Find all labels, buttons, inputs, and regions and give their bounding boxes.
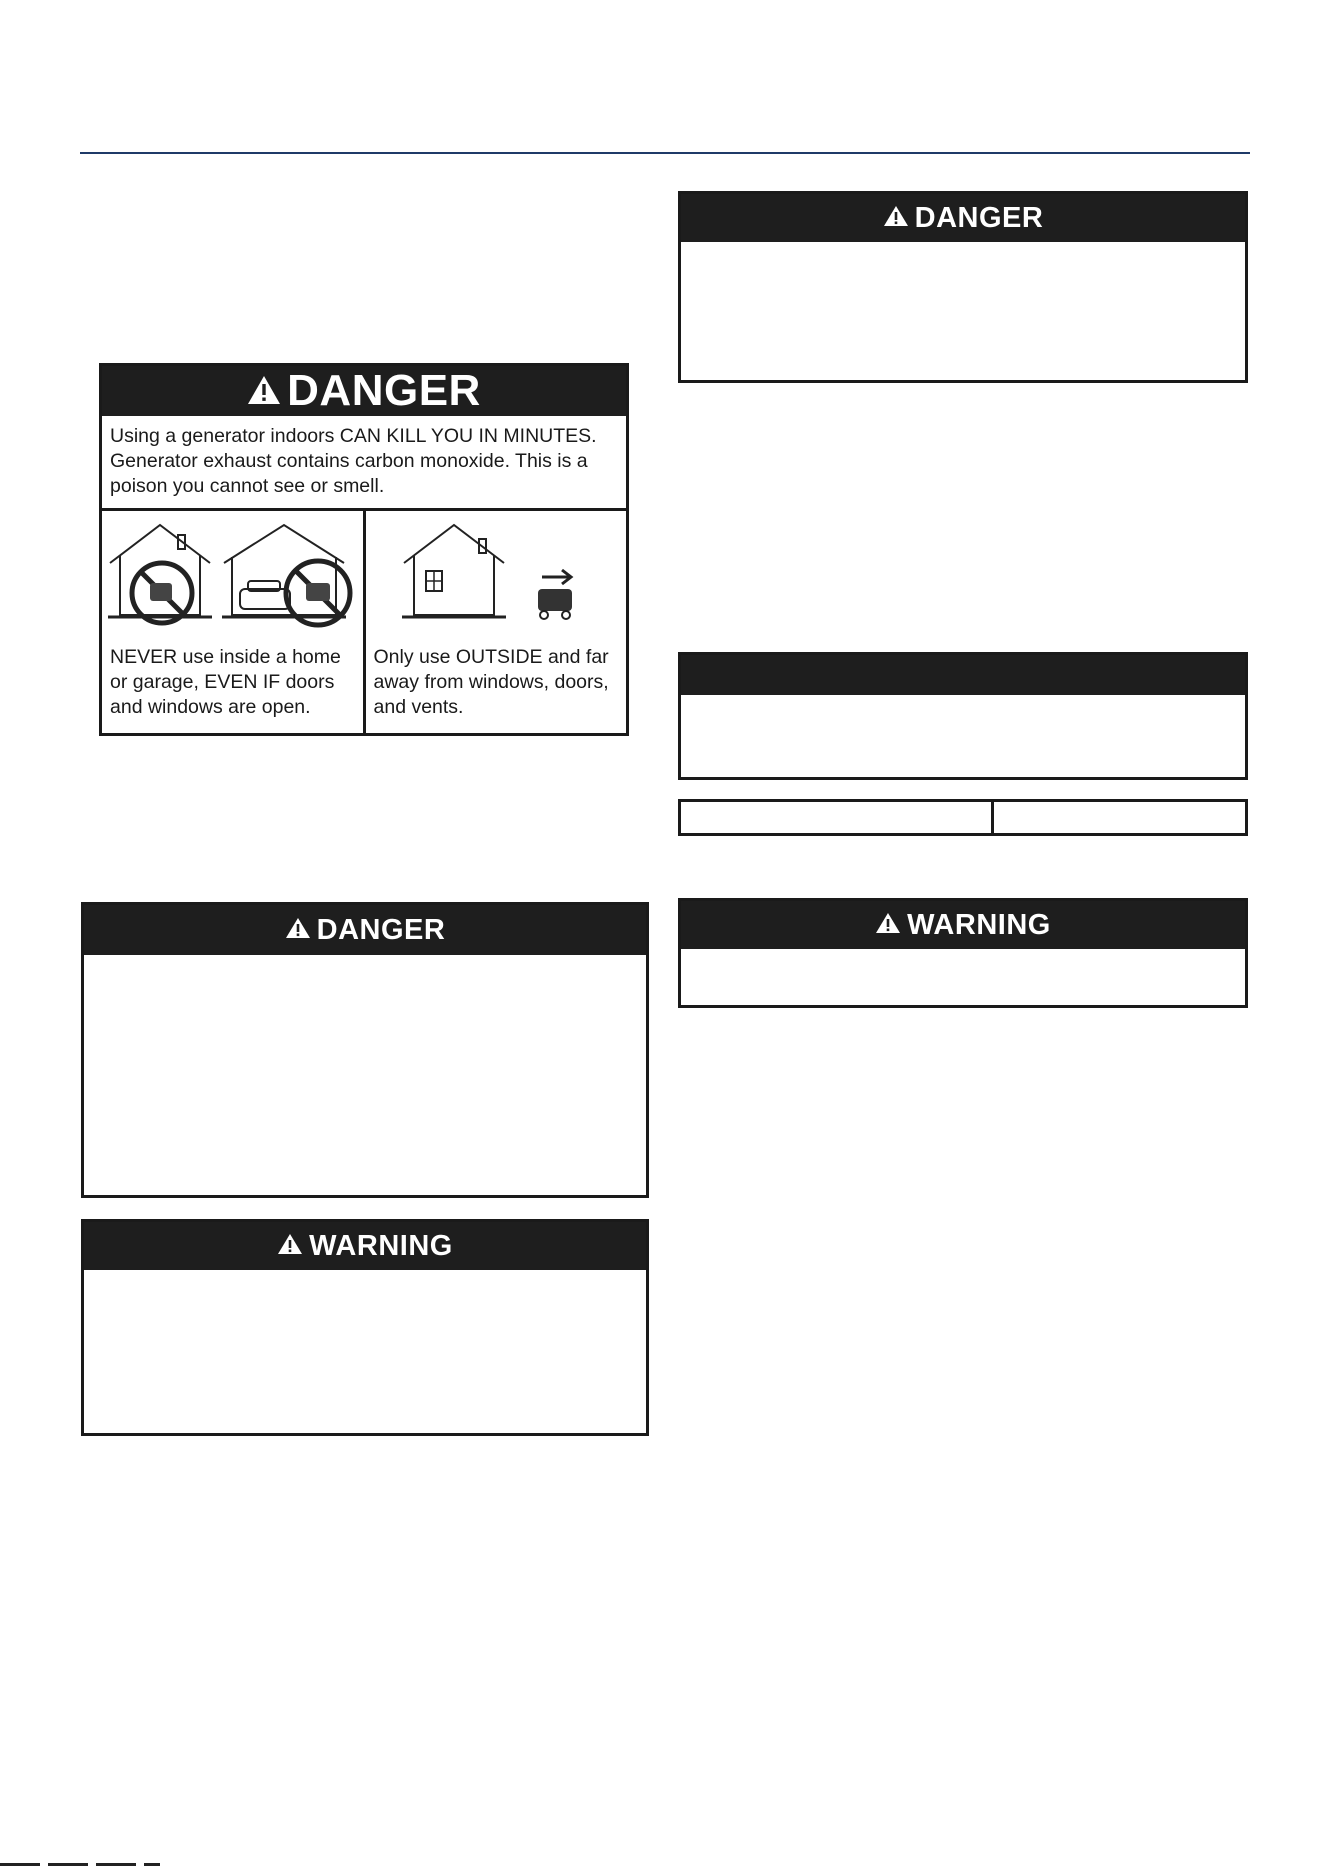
header-rule (80, 152, 1250, 154)
big-danger-title: DANGER (287, 366, 481, 415)
house-outside-generator-icon (366, 521, 628, 633)
never-indoors-panel (102, 511, 366, 733)
table-cell (681, 802, 994, 833)
notice-box-right (678, 652, 1248, 780)
danger-box-left (81, 902, 649, 1198)
warning-header (681, 901, 1245, 949)
co-warning-intro: Using a generator indoors CAN KILL YOU IN MINUTES. Generator exhaust contains carbon monoxide. This is a poison you cannot see or smell. (102, 416, 626, 511)
generator-danger-label (99, 363, 629, 736)
warning-box-right (678, 898, 1248, 1008)
warning-box-left (81, 1219, 649, 1436)
info-table-row (678, 799, 1248, 836)
warning-triangle-icon (875, 909, 901, 942)
danger-label: DANGER (914, 201, 1044, 234)
warning-label: WARNING (309, 1229, 453, 1262)
big-danger-header (102, 366, 626, 416)
warning-label: WARNING (907, 908, 1051, 941)
warning-triangle-icon (883, 202, 909, 235)
danger-header (681, 194, 1245, 242)
footer-marks (0, 1863, 160, 1866)
danger-box-top-right (678, 191, 1248, 383)
warning-triangle-icon (277, 1230, 303, 1263)
never-indoors-caption: NEVER use inside a home or garage, EVEN IF doors and windows are open. (110, 646, 341, 718)
house-garage-no-generator-icon (102, 521, 364, 633)
danger-header (84, 905, 646, 955)
warning-header (84, 1222, 646, 1270)
warning-triangle-icon (285, 914, 311, 947)
outside-only-caption: Only use OUTSIDE and far away from windows, doors, and vents. (373, 646, 609, 718)
danger-label: DANGER (316, 913, 446, 946)
warning-triangle-icon (247, 366, 281, 416)
outside-only-panel (366, 511, 627, 733)
notice-header (681, 655, 1245, 695)
